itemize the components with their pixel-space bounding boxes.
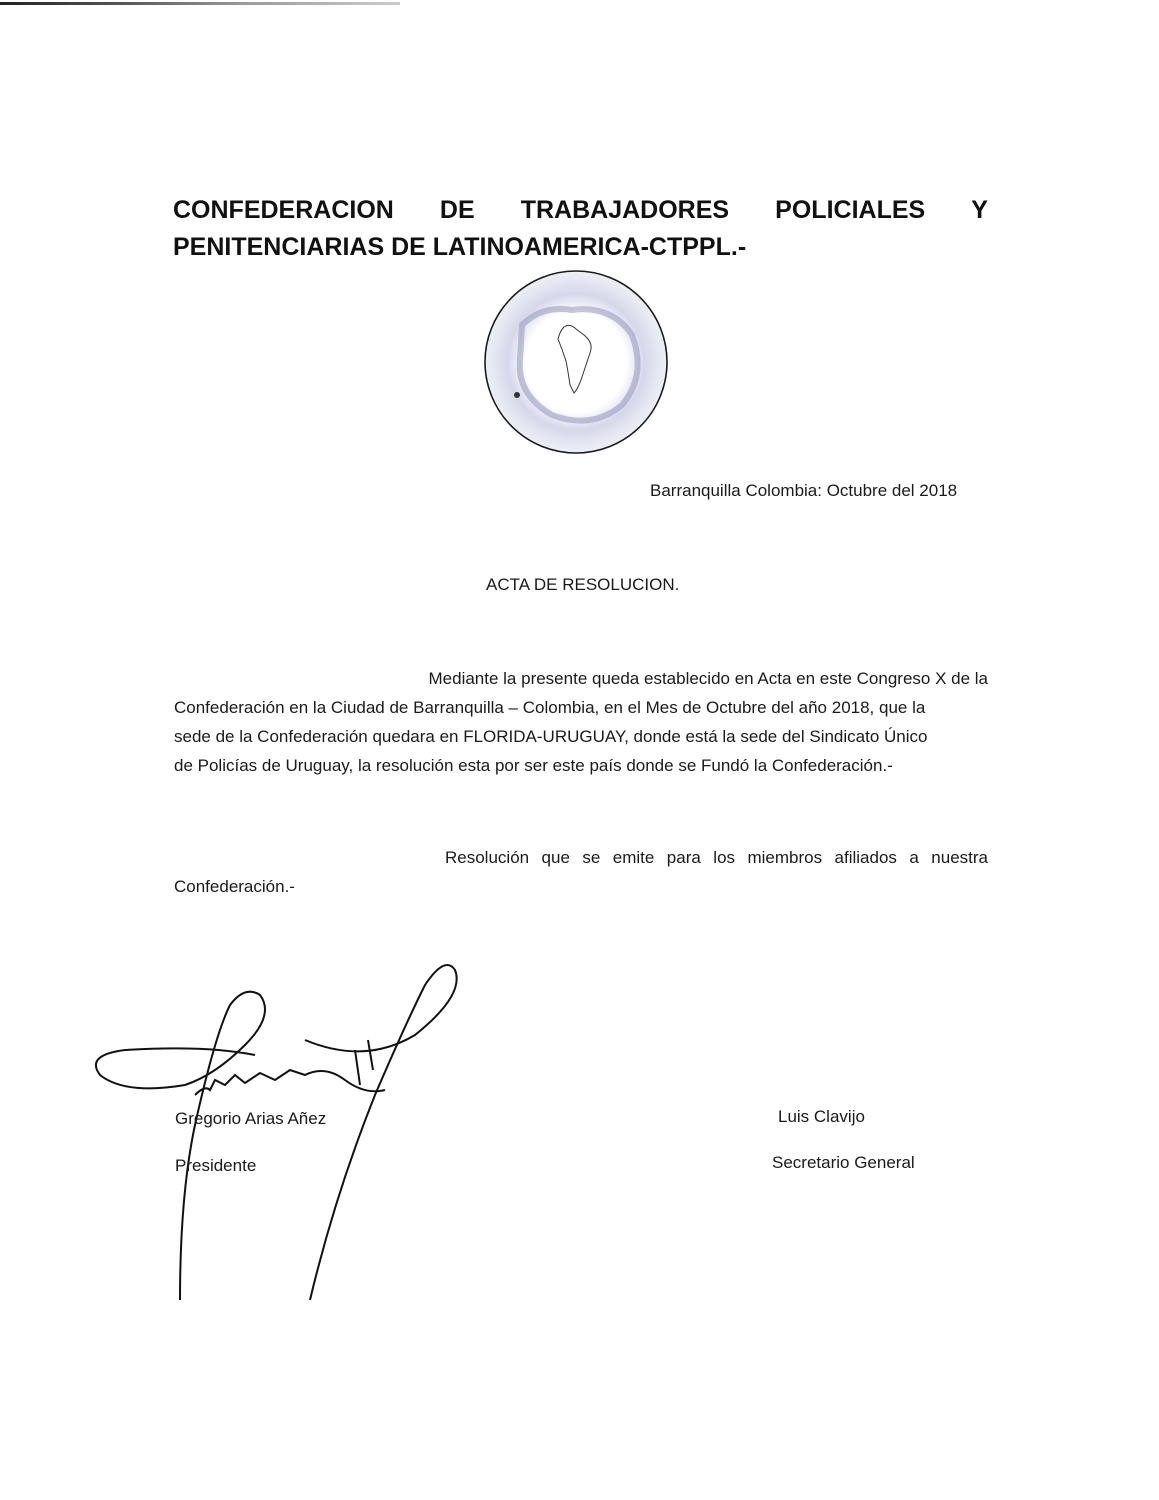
title-word: TRABAJADORES: [520, 196, 730, 224]
signatory-role-secretary: Secretario General: [772, 1153, 915, 1172]
signatory-role-president: Presidente: [175, 1156, 257, 1175]
title-word: POLICIALES: [775, 196, 926, 224]
paragraph-line: de Policías de Uruguay, la resolución esta por ser este país donde se Fundó la Confederación.-: [174, 756, 893, 775]
title-word: Y: [971, 196, 988, 224]
paragraph-1: [174, 664, 988, 780]
signatory-name-secretary: Luis Clavijo: [778, 1107, 865, 1126]
document-heading: ACTA DE RESOLUCION.: [486, 575, 680, 594]
paragraph-line: Confederación.-: [174, 877, 295, 896]
paragraph-line: Mediante la presente queda establecido en Acta en este Congreso X de la: [428, 669, 988, 688]
title-word: CONFEDERACION: [173, 196, 394, 224]
paragraph-2: [174, 843, 988, 901]
title-line-1: [173, 196, 988, 225]
paragraph-line: sede de la Confederación quedara en FLORIDA-URUGUAY, donde está la sede del Sindicato Único: [174, 727, 928, 746]
paragraph-line: Confederación en la Ciudad de Barranquilla – Colombia, en el Mes de Octubre del año 2018, que la: [174, 698, 926, 717]
title-word: DE: [439, 196, 475, 224]
scan-edge-line: [0, 2, 400, 5]
signatory-name-president: Gregorio Arias Añez: [175, 1109, 327, 1128]
place-date: Barranquilla Colombia: Octubre del 2018: [650, 481, 958, 500]
title-line-2: PENITENCIARIAS DE LATINOAMERICA-CTPPL.-: [173, 233, 747, 261]
paragraph-line: Resolución que se emite para los miembros afiliados a nuestra: [445, 848, 988, 867]
globe-seal-icon: [482, 265, 672, 460]
